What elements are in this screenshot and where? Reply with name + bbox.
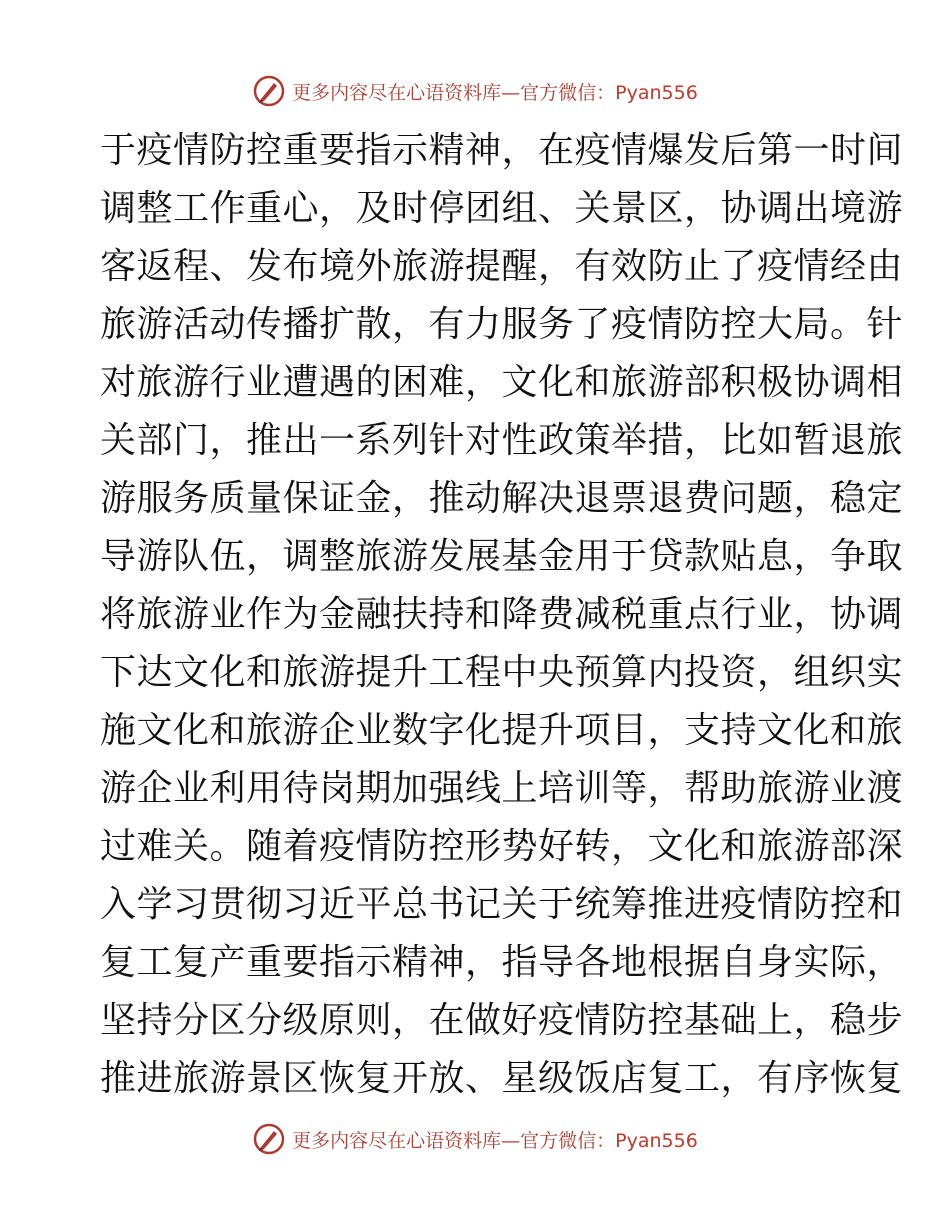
quill-pen-icon — [252, 1122, 286, 1156]
header-banner — [0, 71, 950, 111]
text-line: 坚持分区分级原则，在做好疫情防控基础上，稳步 — [100, 1000, 904, 1041]
text-line: 推进旅游景区恢复开放、星级饭店复工，有序恢复 — [100, 1058, 904, 1099]
footer-banner — [0, 1119, 950, 1159]
text-line: 施文化和旅游企业数字化提升项目，支持文化和旅 — [100, 710, 904, 751]
text-line: 导游队伍，调整旅游发展基金用于贷款贴息，争取 — [100, 536, 904, 577]
text-line: 游企业利用待岗期加强线上培训等，帮助旅游业渡 — [100, 768, 904, 809]
header-wechat-id: Pyan556 — [615, 81, 698, 104]
text-line: 游服务质量保证金，推动解决退票退费问题，稳定 — [100, 478, 904, 519]
quill-pen-icon — [252, 74, 286, 108]
footer-banner-text — [292, 1126, 698, 1153]
text-line: 客返程、发布境外旅游提醒，有效防止了疫情经由 — [100, 246, 904, 287]
footer-wechat-id: Pyan556 — [615, 1129, 698, 1152]
text-line: 于疫情防控重要指示精神，在疫情爆发后第一时间 — [100, 130, 904, 171]
text-line: 将旅游业作为金融扶持和降费减税重点行业，协调 — [100, 594, 904, 635]
footer-banner-label: 更多内容尽在心语资料库—官方微信： — [292, 1129, 616, 1152]
text-line: 对旅游行业遭遇的困难，文化和旅游部积极协调相 — [100, 362, 904, 403]
body-paragraph — [100, 122, 904, 1108]
text-line: 入学习贯彻习近平总书记关于统筹推进疫情防控和 — [100, 884, 904, 925]
header-banner-label: 更多内容尽在心语资料库—官方微信： — [292, 81, 616, 104]
text-line: 复工复产重要指示精神，指导各地根据自身实际， — [100, 942, 904, 983]
text-line: 过难关。随着疫情防控形势好转，文化和旅游部深 — [100, 826, 904, 867]
text-line: 旅游活动传播扩散，有力服务了疫情防控大局。针 — [100, 304, 904, 345]
text-line: 下达文化和旅游提升工程中央预算内投资，组织实 — [100, 652, 904, 693]
text-line: 关部门，推出一系列针对性政策举措，比如暂退旅 — [100, 420, 904, 461]
header-banner-text — [292, 78, 698, 105]
text-line: 调整工作重心，及时停团组、关景区，协调出境游 — [100, 188, 904, 229]
